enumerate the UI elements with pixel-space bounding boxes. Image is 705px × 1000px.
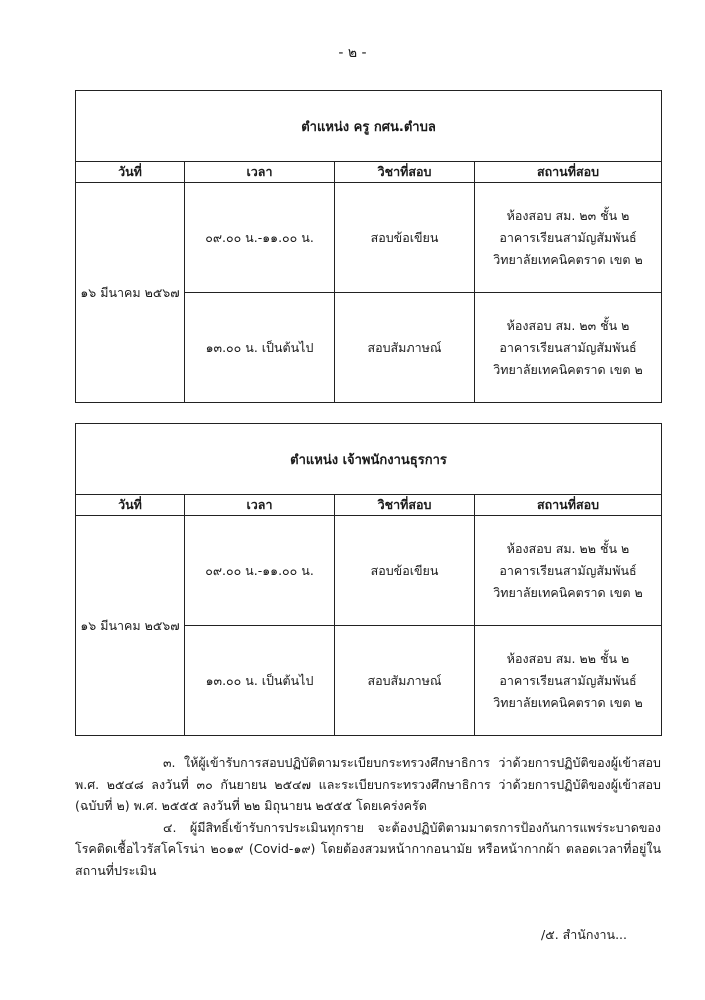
venue-college: วิทยาลัยเทคนิคตราด เขต ๒ [493, 361, 643, 377]
table-row [76, 516, 662, 626]
continuation-note: /๕. สำนักงาน... [541, 927, 627, 942]
paragraph-covid-measures: ๔. ผู้มีสิทธิ์เข้ารับการประเมินทุกราย จะต้องปฏิบัติตามมาตรการป้องกันการแพร่ระบาดของโรคติดเชื้อไวรัสโคโรน่า ๒๐๑๙ (Covid-๑๙) โดยต้องสวมหน้ากากอนามัย หรือหน้ากากผ้า ตลอดเวลาที่อยู่ในสถานที่ประเมิน [75, 819, 661, 878]
venue-college: วิทยาลัยเทคนิคตราด เขต ๒ [493, 694, 643, 710]
exam-subject: สอบข้อเขียน [335, 516, 475, 626]
exam-schedule-table-teacher [75, 90, 662, 403]
exam-venue [475, 183, 662, 293]
venue-building: อาคารเรียนสามัญสัมพันธ์ [499, 562, 637, 578]
exam-subject: สอบสัมภาษณ์ [335, 293, 475, 403]
header-venue: สถานที่สอบ [475, 495, 662, 516]
body-paragraphs [75, 752, 661, 881]
header-date: วันที่ [76, 162, 185, 183]
exam-venue [475, 293, 662, 403]
venue-building: อาคารเรียนสามัญสัมพันธ์ [499, 339, 637, 355]
header-subject: วิชาที่สอบ [335, 495, 475, 516]
exam-schedule-table-clerk [75, 423, 662, 736]
exam-time: ๑๓.๐๐ น. เป็นต้นไป [185, 626, 335, 736]
venue-college: วิทยาลัยเทคนิคตราด เขต ๒ [493, 584, 643, 600]
exam-time: ๐๙.๐๐ น.-๑๑.๐๐ น. [185, 183, 335, 293]
exam-subject: สอบสัมภาษณ์ [335, 626, 475, 736]
venue-room: ห้องสอบ สม. ๒๓ ชั้น ๒ [506, 317, 630, 333]
exam-venue [475, 516, 662, 626]
header-venue: สถานที่สอบ [475, 162, 662, 183]
table-title: ตำแหน่ง ครู กศน.ตำบล [76, 91, 662, 162]
exam-time: ๐๙.๐๐ น.-๑๑.๐๐ น. [185, 516, 335, 626]
header-time: เวลา [185, 495, 335, 516]
header-time: เวลา [185, 162, 335, 183]
header-date: วันที่ [76, 495, 185, 516]
venue-room: ห้องสอบ สม. ๒๒ ชั้น ๒ [506, 540, 630, 556]
exam-venue [475, 626, 662, 736]
venue-building: อาคารเรียนสามัญสัมพันธ์ [499, 672, 637, 688]
table-title: ตำแหน่ง เจ้าพนักงานธุรการ [76, 424, 662, 495]
table-row [76, 183, 662, 293]
exam-date: ๑๖ มีนาคม ๒๕๖๗ [76, 183, 185, 403]
exam-date: ๑๖ มีนาคม ๒๕๖๗ [76, 516, 185, 736]
exam-subject: สอบข้อเขียน [335, 183, 475, 293]
venue-room: ห้องสอบ สม. ๒๒ ชั้น ๒ [506, 650, 630, 666]
page-number: - ๒ - [338, 45, 367, 61]
venue-building: อาคารเรียนสามัญสัมพันธ์ [499, 229, 637, 245]
paragraph-regulations: ๓. ให้ผู้เข้ารับการสอบปฏิบัติตามระเบียบกระทรวงศึกษาธิการ ว่าด้วยการปฏิบัติของผู้เข้าสอบ พ.ศ. ๒๕๔๘ ลงวันที่ ๓๐ กันยายน ๒๕๔๗ และระเบียบกระทรวงศึกษาธิการ ว่าด้วยการปฏิบัติของผู้เข้าสอบ (ฉบับที่ ๒) พ.ศ. ๒๕๕๕ ลงวันที่ ๒๒ มิถุนายน ๒๕๕๕ โดยเคร่งครัด [75, 755, 661, 813]
venue-college: วิทยาลัยเทคนิคตราด เขต ๒ [493, 251, 643, 267]
exam-time: ๑๓.๐๐ น. เป็นต้นไป [185, 293, 335, 403]
venue-room: ห้องสอบ สม. ๒๓ ชั้น ๒ [506, 207, 630, 223]
header-subject: วิชาที่สอบ [335, 162, 475, 183]
